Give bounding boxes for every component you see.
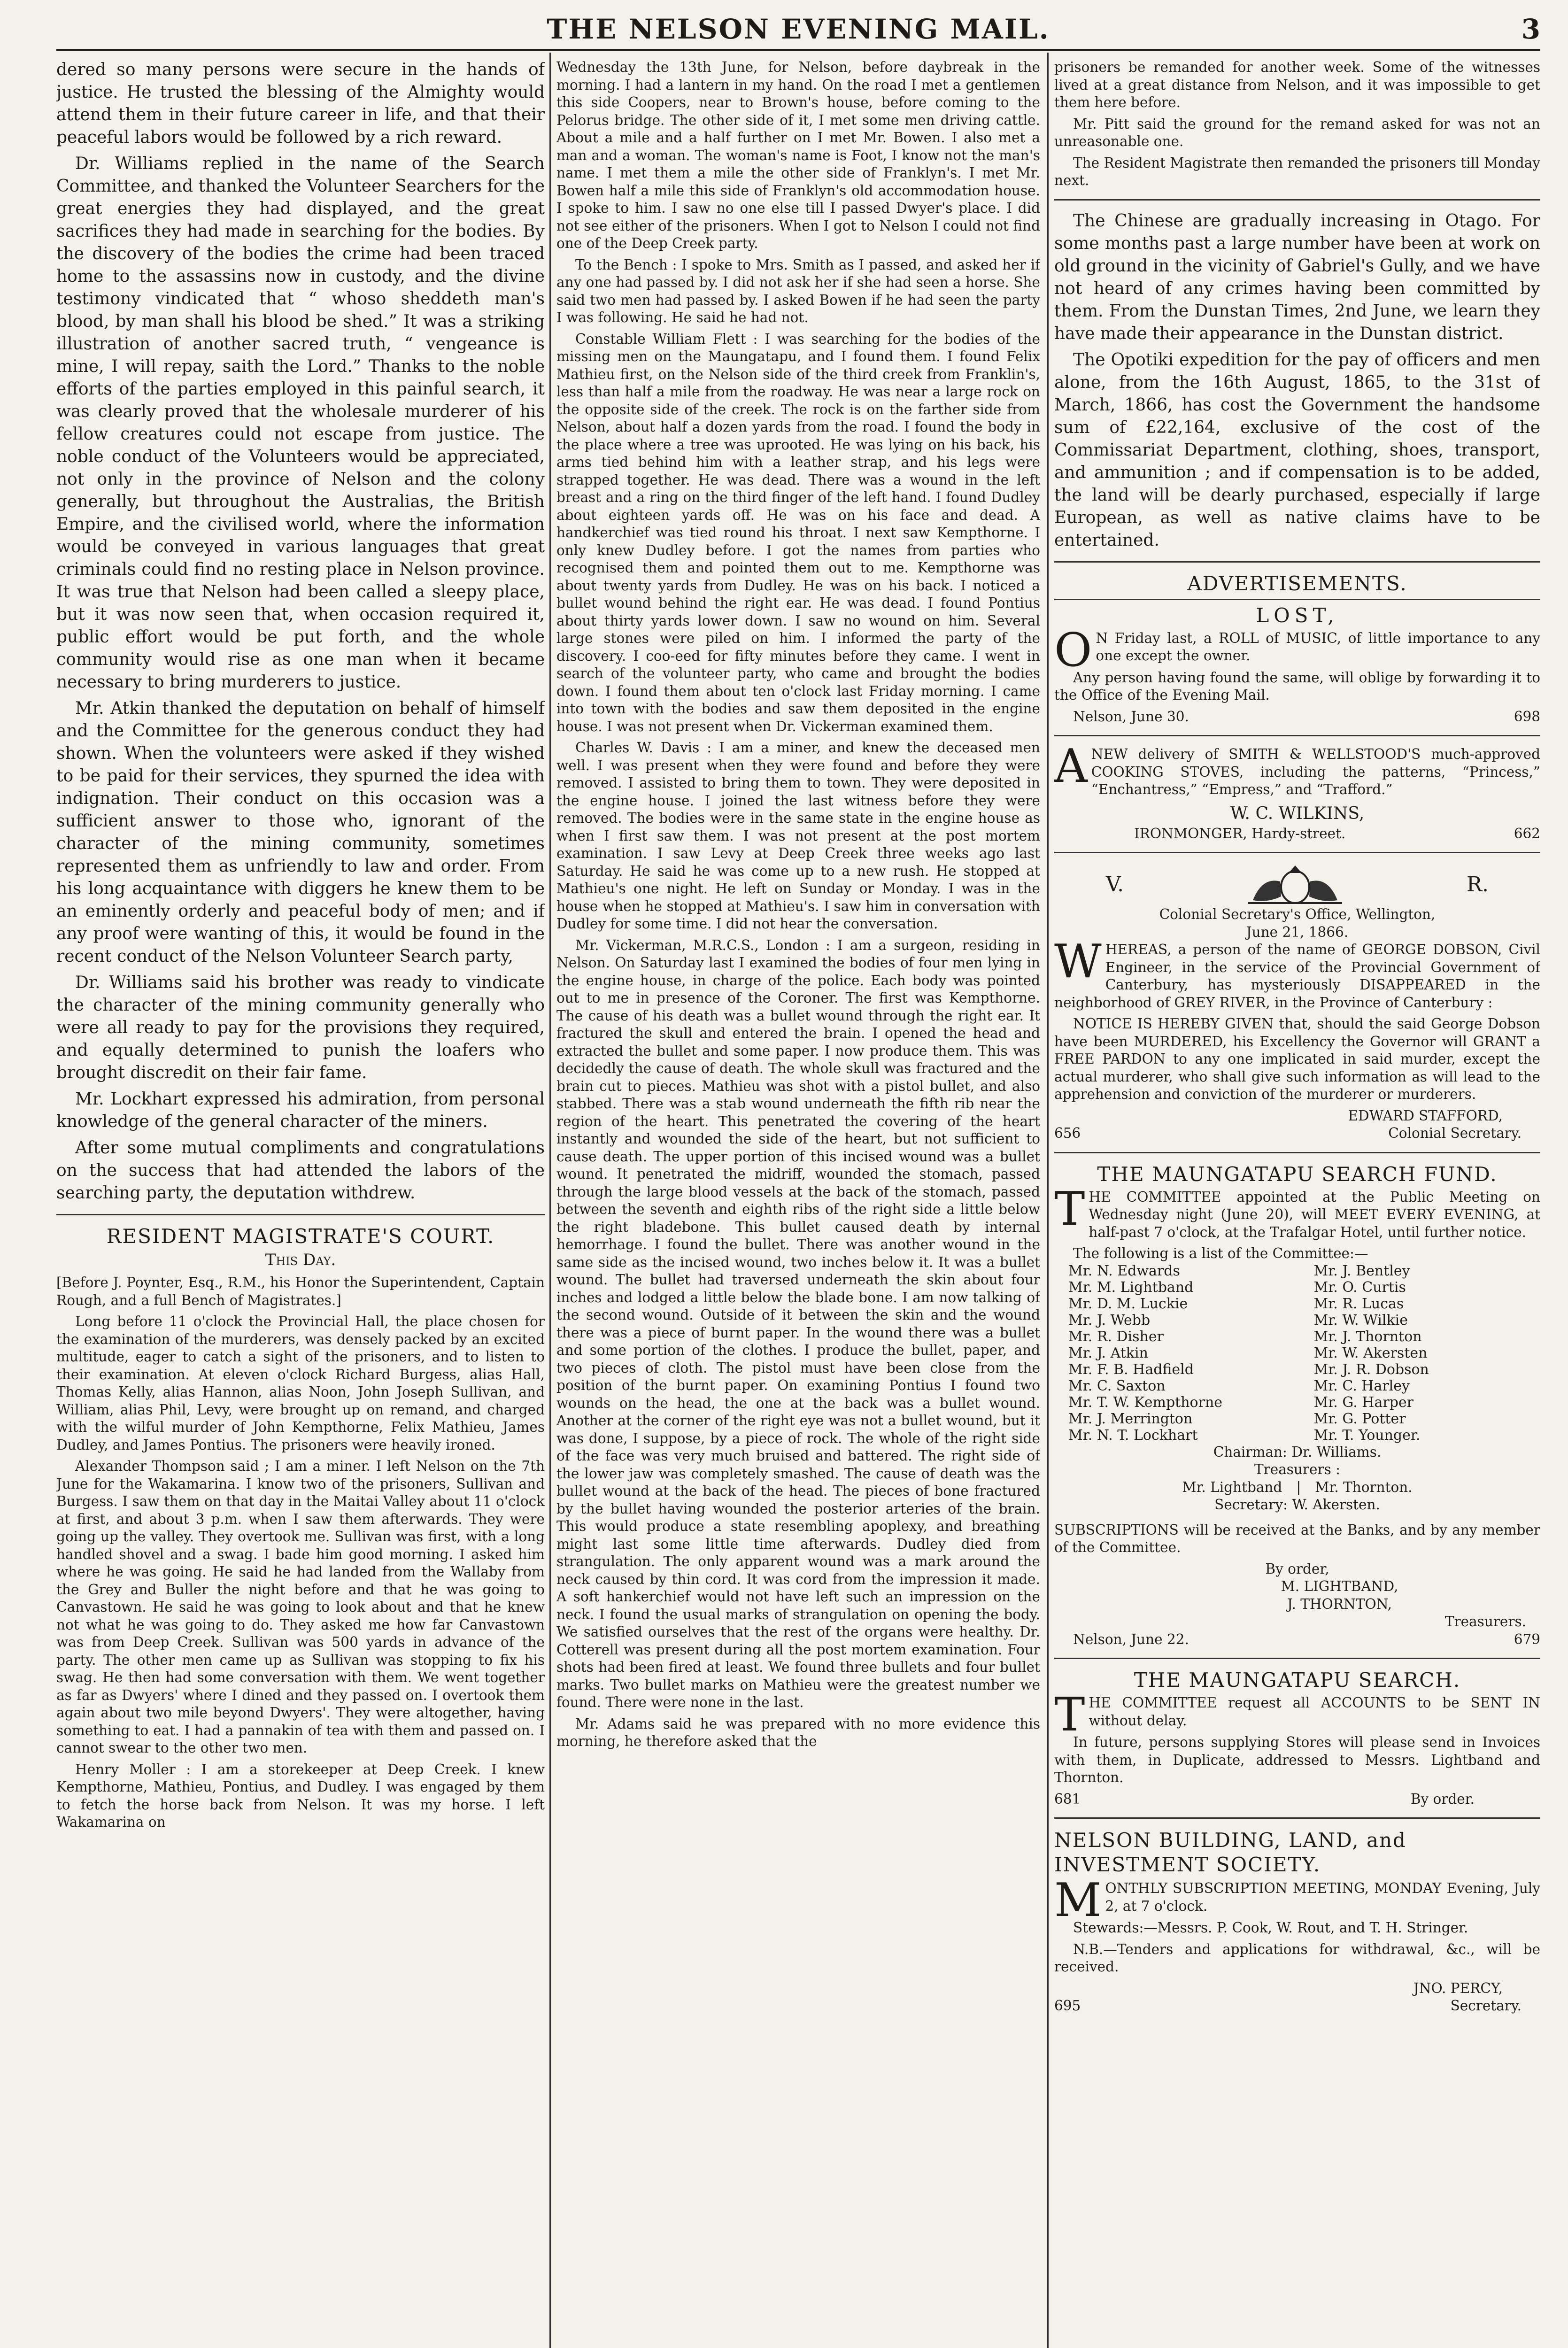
section-rule bbox=[56, 1214, 545, 1215]
ad-lost bbox=[1054, 604, 1540, 726]
committee-member: Mr. W. Wilkie bbox=[1313, 1312, 1408, 1328]
section-rule bbox=[1054, 561, 1540, 563]
ad-signatory-title: Treasurers. bbox=[1444, 1614, 1526, 1630]
committee-member: Mr. M. Lightband bbox=[1068, 1279, 1194, 1296]
treasurer-name: Mr. Thornton. bbox=[1315, 1479, 1413, 1495]
committee-member: Mr. R. Disher bbox=[1068, 1328, 1164, 1345]
committee-member: Mr. C. Harley bbox=[1313, 1377, 1410, 1394]
article-paragraph: Dr. Williams said his brother was ready to vindicate the character of the mining community generally who were all ready to pay for the provisions they required, and equally determined to punish the loafers who brought discredit on their fair fame. bbox=[56, 973, 545, 1082]
committee-member: Mr. J. R. Dobson bbox=[1313, 1361, 1429, 1378]
ad-body: HE COMMITTEE request all ACCOUNTS to be SENT IN without delay. bbox=[1089, 1695, 1540, 1729]
committee-member: Mr. T. W. Kempthorne bbox=[1068, 1394, 1223, 1411]
ad-heading: LOST, bbox=[1256, 603, 1339, 627]
committee-member: Mr. N. Edwards bbox=[1068, 1262, 1180, 1279]
committee-member: Mr. F. B. Hadfield bbox=[1068, 1361, 1194, 1378]
ad-body: N Friday last, a ROLL of MUSIC, of little importance to any one except the owner. bbox=[1096, 630, 1540, 664]
committee-list bbox=[1054, 1263, 1540, 1444]
court-paragraph: Mr. Adams said he was prepared with no more evidence this morning, he therefore asked that the bbox=[556, 1715, 1040, 1749]
court-paragraph: Constable William Flett : I was searching for the bodies of the missing men on the Maungatapu, and I found them. I found Felix Mathieu first, on the Nelson side of the third creek from Franklin's, less than half a mile from the roadway. He was near a large rock on the opposite side of the creek. The rock is on the farther side from Nelson, about half a dozen yards from the road. I found the body in the place where a tree was uprooted. He was lying on his back, his arms tied behind him with a leather strap, and his legs were strapped together. He was dead. There was a wound in the left breast and a ring on the third finger of the left hand. I found Dudley about eighteen yards off. He was on his face and dead. A handkerchief was tied round his throat. I next saw Kempthorne. I only knew Dudley before. I got the names from parties who recognised them and pointed them out to me. Kempthorne was about twenty yards from Dudley. He was on his back. I noticed a bullet wound behind the right ear. He was dead. I found Pontius about thirty yards lower down. I saw no wound on him. Several large stones were piled on him. I informed the party of the discovery. I coo-eed for fifty minutes before they came. I went in search of the volunteer party, who came and brought the bodies down. I found them about ten o'clock last Friday morning. I came into town with the bodies and saw them deposited in the engine house. I was not present when Dr. Vickerman examined them. bbox=[556, 331, 1040, 734]
court-paragraph: Henry Moller : I am a storekeeper at Deep Creek. I knew Kempthorne, Mathieu, Pontius, and Dudley. I was engaged by them to fetch the horse back from Nelson. It was my horse. I left Wakamarina on bbox=[56, 1761, 545, 1830]
ad-body: HEREAS, a person of the name of GEORGE DOBSON, Civil Engineer, in the service of the Provincial Government of Canterbury, has mysteriously DISAPPEARED in the neighborhood of GREY RIVER, in the Province of Canterbury : bbox=[1054, 942, 1540, 1011]
column-left bbox=[56, 59, 545, 2348]
committee-member: Mr. J. Bentley bbox=[1313, 1262, 1410, 1279]
section-rule bbox=[1054, 599, 1540, 600]
court-paragraph: To the Bench : I spoke to Mrs. Smith as I passed, and asked her if any one had passed by. I did not ask her if she had seen a horse. She said two men had passed by. I asked Bowen if he had seen the party I was following. He said he had not. bbox=[556, 256, 1040, 325]
divider-bar: | bbox=[1296, 1479, 1301, 1495]
by-order: By order. bbox=[1410, 1791, 1475, 1807]
committee-member: Mr. N. T. Lockhart bbox=[1068, 1427, 1198, 1444]
committee-member: Mr. G. Potter bbox=[1313, 1410, 1406, 1427]
committee-member: Mr. W. Akersten bbox=[1313, 1344, 1428, 1361]
ad-advertiser: W. C. WILKINS, bbox=[1230, 803, 1365, 823]
ad-place-date: Nelson, June 30. bbox=[1073, 708, 1189, 725]
committee-member: Mr. J. Merrington bbox=[1068, 1410, 1193, 1427]
committee-member: Mr. T. Younger. bbox=[1313, 1427, 1421, 1444]
masthead bbox=[56, 8, 1540, 46]
committee-chairman: Chairman: Dr. Williams. bbox=[1213, 1444, 1382, 1460]
ad-signature: J. THORNTON, bbox=[1287, 1596, 1392, 1612]
ad-number: 698 bbox=[1514, 708, 1540, 725]
ad-search-fund bbox=[1054, 1163, 1540, 1649]
committee-intro: The following is a list of the Committee:— bbox=[1073, 1245, 1368, 1261]
ad-body: N.B.—Tenders and applications for withdrawal, &c., will be received. bbox=[1054, 1941, 1540, 1975]
news-paragraph: The Opotiki expedition for the pay of officers and men alone, from the 16th August, 1865, to the 31st of March, 1866, has cost the Government the handsome sum of £22,164, exclusive of the cost of the Commissariat Department, clothing, shoes, transport, and ammunition ; and if compensation is to be added, the land will be dearly purchased, especially if large European, as well as native claims have to be entertained. bbox=[1054, 350, 1540, 550]
column-divider bbox=[1047, 53, 1049, 2348]
ad-search bbox=[1054, 1668, 1540, 1808]
newspaper-title: THE NELSON EVENING MAIL. bbox=[547, 13, 1050, 45]
ad-heading: THE MAUNGATAPU SEARCH FUND. bbox=[1097, 1162, 1498, 1186]
article-paragraph: dered so many persons were secure in the hands of justice. He trusted the blessing of the Almighty would attend them in their future career in life, and that their peaceful labors would be followed by a rich reward. bbox=[56, 60, 545, 147]
article-paragraph: Dr. Williams replied in the name of the Search Committee, and thanked the Volunteer Searchers for the great energies they had displayed, and the great sacrifices they had made in searching for the bodies. By the discovery of the bodies the crime had been traced home to the assassins now in custody, and the divine testimony vindicated that “ whoso sheddeth man's blood, by man shall his blood be shed.” It was a striking illustration of another sacred truth, “ vengeance is mine, I will repay, saith the Lord.” Thanks to the noble efforts of the parties employed in this painful search, it was clearly proved that the wholesale murderer of his fellow creatures could not escape from justice. The noble conduct of the Volunteers would be appreciated, not only in the province of Nelson and the colony generally, but throughout the Australias, the British Empire, and the civilised world, where the information would be conveyed in various languages that great criminals could find no resting place in Nelson province. It was true that Nelson had been called a sleepy place, but it was now seen that, when occasion required it, public effort would be put forth, and the whole community would rise as one man when it became necessary to bring murderers to justice. bbox=[56, 154, 545, 692]
section-rule bbox=[1054, 199, 1540, 201]
committee-member: Mr. R. Lucas bbox=[1313, 1295, 1404, 1312]
court-paragraph: The Resident Magistrate then remanded the prisoners till Monday next. bbox=[1054, 154, 1540, 188]
ad-number: 681 bbox=[1054, 1791, 1081, 1807]
column-divider bbox=[549, 53, 551, 2348]
committee-member: Mr. J. Webb bbox=[1068, 1312, 1151, 1328]
court-paragraph: Charles W. Davis : I am a miner, and knew the deceased men well. I was present when they were found and before they were removed. I assisted to bring them to town. They were deposited in the engine house. I joined the last witness before they were removed. The bodies were in the same state in the engine house as when I first saw them. I was not present at the post mortem examination. I saw Levy at Deep Creek three weeks ago last Saturday. He said he was come up to a new rush. He stopped at Mathieu's one night. He left on Sunday or Monday. I was in the house when he stopped at Mathieu's. I saw him in conversation with Dudley for some time. I did not hear the conversation. bbox=[556, 740, 1040, 932]
section-rule bbox=[1054, 1817, 1540, 1819]
committee-member: Mr. C. Saxton bbox=[1068, 1377, 1166, 1394]
ad-place-date: Nelson, June 22. bbox=[1073, 1631, 1189, 1647]
court-bench-note: [Before J. Poynter, Esq., R.M., his Honor the Superintendent, Captain Rough, and a full Bench of Magistrates.] bbox=[56, 1274, 545, 1308]
drop-cap: M bbox=[1054, 1874, 1102, 1927]
drop-cap: T bbox=[1054, 1688, 1085, 1742]
drop-cap: O bbox=[1054, 623, 1092, 677]
ad-building-society bbox=[1054, 1828, 1540, 2015]
ad-body: In future, persons supplying Stores will please send in Invoices with them, in Duplicate, addressed to Messrs. Lightband and Thornton. bbox=[1054, 1734, 1540, 1785]
treasurer-name: Mr. Lightband bbox=[1182, 1479, 1282, 1495]
article-paragraph: After some mutual compliments and congratulations on the success that had attended the labors of the searching party, the deputation withdrew. bbox=[56, 1138, 545, 1203]
court-paragraph: prisoners be remanded for another week. Some of the witnesses lived at a great distance from Nelson, and it was impossible to get them here before. bbox=[1054, 59, 1540, 110]
court-paragraph: Mr. Pitt said the ground for the remand asked for was not an unreasonable one. bbox=[1054, 116, 1540, 149]
by-order: By order, bbox=[1265, 1560, 1329, 1577]
ad-number: 662 bbox=[1514, 825, 1540, 842]
proclamation-office: Colonial Secretary's Office, Wellington, bbox=[1159, 906, 1436, 922]
ad-number: 695 bbox=[1054, 1998, 1081, 2014]
drop-cap: A bbox=[1054, 740, 1088, 793]
ad-body: Stewards:—Messrs. P. Cook, W. Rout, and T. H. Stringer. bbox=[1073, 1920, 1468, 1936]
royal-v: V. bbox=[1106, 872, 1124, 896]
page-number: 3 bbox=[1521, 13, 1540, 45]
article-paragraph: Mr. Lockhart expressed his admiration, from personal knowledge of the general character of the miners. bbox=[56, 1089, 545, 1131]
committee-member: Mr. J. Atkin bbox=[1068, 1344, 1148, 1361]
section-rule bbox=[1054, 1152, 1540, 1153]
ad-body: SUBSCRIPTIONS will be received at the Banks, and by any member of the Committee. bbox=[1054, 1522, 1540, 1555]
ad-trade: IRONMONGER, Hardy-street. bbox=[1134, 825, 1346, 842]
ad-body: HE COMMITTEE appointed at the Public Meeting on Wednesday night (June 20), will MEET EVERY EVENING, at half-past 7 o'clock, at the Trafalgar Hotel, until further notice. bbox=[1089, 1189, 1540, 1240]
court-paragraph: Alexander Thompson said ; I am a miner. I left Nelson on the 7th June for the Wakamarina. I know two of the prisoners, Sullivan and Burgess. I saw them on that day in the Maitai Valley about 11 o'clock at first, and about 3 p.m. when I saw them afterwards. They were going up the valley. They overtook me. Sullivan was first, with a long handled shovel and a swag. I bade him good morning. I asked him where he was going. He said he had landed from the Wallaby from the Grey and Buller the night before and that he was going to Canvastown. He said he was going to look about and that he knew not what he was going to do. They asked me how far Canvastown was from Deep Creek. Sullivan was 500 yards in advance of the party. The other men came up as Sullivan was stopping to fix his swag. He then had some conversation with them. We went together as far as Dwyers' where I dined and they passed on. I overtook them again about two mile beyond Dwyers'. They were altogether, having something to eat. I had a pannakin of tea with them and passed on. I cannot swear to the other two men. bbox=[56, 1458, 545, 1756]
drop-cap: T bbox=[1054, 1182, 1085, 1236]
ad-signature: M. LIGHTBAND, bbox=[1281, 1578, 1398, 1594]
ad-heading: NELSON BUILDING, LAND, and INVESTMENT SOCIETY. bbox=[1054, 1829, 1406, 1876]
ad-body: ONTHLY SUBSCRIPTION MEETING, MONDAY Evening, July 2, at 7 o'clock. bbox=[1105, 1880, 1540, 1914]
treasurers-label: Treasurers : bbox=[1254, 1461, 1341, 1477]
court-paragraph: Long before 11 o'clock the Provincial Hall, the place chosen for the examination of the murderers, was densely packed by an excited multitude, eager to catch a sight of the prisoners, and to listen to their examination. At eleven o'clock Richard Burgess, alias Hall, Thomas Kelly, alias Hannon, alias Noon, John Joseph Sullivan, and William, alias Phil, Levy, were brought up on remand, and charged with the wilful murder of John Kempthorne, Felix Mathieu, James Dudley, and James Pontius. The prisoners were heavily ironed. bbox=[56, 1313, 545, 1453]
ad-body: NOTICE IS HEREBY GIVEN that, should the said George Dobson have been MURDERED, his Excellency the Governor will GRANT a FREE PARDON to any one implicated in said murder, except the actual murderer, who shall give such information as will lead to the apprehension and conviction of the murderer or murderers. bbox=[1054, 1016, 1540, 1102]
royal-r: R. bbox=[1466, 872, 1489, 896]
column-middle bbox=[556, 59, 1040, 2348]
proclamation-date: June 21, 1866. bbox=[1246, 924, 1349, 940]
ad-heading: THE MAUNGATAPU SEARCH. bbox=[1134, 1668, 1461, 1691]
court-subheading: This Day. bbox=[265, 1251, 336, 1269]
ad-signature: JNO. PERCY, bbox=[1413, 1980, 1503, 1996]
committee-secretary: Secretary: W. Akersten. bbox=[1214, 1497, 1380, 1513]
royal-coat-of-arms-icon bbox=[1244, 863, 1347, 906]
ad-number: 679 bbox=[1514, 1631, 1540, 1647]
ad-signature: EDWARD STAFFORD, bbox=[1348, 1107, 1503, 1124]
section-rule bbox=[1054, 852, 1540, 853]
masthead-rule bbox=[56, 49, 1540, 51]
advertisements-heading: ADVERTISEMENTS. bbox=[1187, 572, 1407, 595]
committee-member: Mr. O. Curtis bbox=[1313, 1279, 1406, 1296]
ad-stoves bbox=[1054, 740, 1540, 842]
ad-proclamation bbox=[1054, 863, 1540, 1143]
ad-signatory-title: Secretary. bbox=[1450, 1998, 1522, 2014]
court-paragraph: Mr. Vickerman, M.R.C.S., London : I am a surgeon, residing in Nelson. On Saturday last I examined the bodies of four men lying in the engine house, in charge of the police. Each body was pointed out to me in presence of the Coroner. The first was Kempthorne. The cause of his death was a bullet wound through the right ear. It fractured the skull and entered the brain. I opened the head and extracted the bullet and some paper. I now produce them. This was decidedly the cause of death. The whole skull was fractured and the brain cut to pieces. Mathieu was shot with a pistol bullet, and also stabbed. There was a stab wound underneath the fifth rib near the region of the heart. This penetrated the covering of the heart instantly and wounded the side of the heart, but not sufficient to cause death. The upper portion of this incised wound was a bullet wound. It penetrated the midriff, wounded the stomach, passed through the large blood vessels at the back of the stomach, passed between the seventh and eighth ribs of the right side a little below the right bladebone. This bullet caused death by internal hemorrhage. I found the bullet. There was another wound in the same side as the incised wound, two inches below it. It was a bullet wound. The bullet had traversed underneath the skin about four inches and lodged a little below the blade bone. I am now talking of the second wound. Outside of it between the skin and the wound there was a piece of burnt paper. In the wound there was a bullet and some portion of the clothes. I produce the bullet, paper, and two pieces of cloth. The pistol must have been close from the position of the burnt paper. On examining Pontius I found two wounds on the head, the one at the back was a bullet wound. Another at the corner of the right eye was not a bullet wound, but it was done, I suppose, by a piece of rock. The whole of the right side of the face was very much bruised and battered. The right side of the lower jaw was completely smashed. The cause of death was the bullet wound at the back of the head. The pieces of bone fractured by the bullet having wounded the posterior arteries of the brain. This would produce a state resembling apoplexy, and breathing might last some little time afterwards. Dudley died from strangulation. The only apparent wound was a mark around the neck caused by thin cord. It was cord from the impression it made. A soft hankerchief would not have left such an impression on the neck. I found the usual marks of strangulation on opening the body. We satisfied ourselves that the rest of the organs were healthy. Dr. Cotterell was present during all the post mortem examination. Four shots had been fired at least. We found three bullets and four bullet marks. Two bullet marks on Mathieu were the greatest number we found. There were none in the last. bbox=[556, 937, 1040, 1710]
ad-body: NEW delivery of SMITH & WELLSTOOD'S much-approved COOKING STOVES, including the patterns, “Princess,” “Enchantress,” “Empress,” and “Trafford.” bbox=[1091, 746, 1540, 797]
news-paragraph: The Chinese are gradually increasing in Otago. For some months past a large number have been at work on old ground in the vicinity of Gabriel's Gully, and we have not heard of any crimes having been committed by them. From the Dunstan Times, 2nd June, we learn they have made their appearance in the Dunstan district. bbox=[1054, 211, 1540, 343]
section-rule bbox=[1054, 1658, 1540, 1659]
committee-member: Mr. D. M. Luckie bbox=[1068, 1295, 1188, 1312]
section-rule bbox=[1054, 735, 1540, 736]
article-paragraph: Mr. Atkin thanked the deputation on behalf of himself and the Committee for the generous conduct they had shown. When the volunteers were asked if they wished to be paid for their services, they spurned the idea with indignation. Their conduct on this occasion was a sufficient answer to those who, ignorant of the character of the mining community, sometimes represented them as unfriendly to law and order. From his long acquaintance with diggers he knew them to be an eminently orderly and peaceful body of men; and if any proof were wanting of this, it would be found in the recent conduct of the Nelson Volunteer Search party, bbox=[56, 699, 545, 966]
ad-number: 656 bbox=[1054, 1125, 1081, 1141]
committee-member: Mr. J. Thornton bbox=[1313, 1328, 1422, 1345]
drop-cap: W bbox=[1054, 935, 1102, 989]
ad-body: Any person having found the same, will oblige by forwarding it to the Office of the Evening Mail. bbox=[1054, 669, 1540, 703]
court-paragraph: Wednesday the 13th June, for Nelson, before daybreak in the morning. I had a lantern in my hand. On the road I met a gentlemen this side Coopers, near to Brown's house, before coming to the Pelorus bridge. The other side of it, I met some men driving cattle. About a mile and a half further on I met Mr. Bowen. I also met a man and a woman. The woman's name is Foot, I know not the man's name. I met them a mile the other side of Franklyn's. I met Mr. Bowen half a mile this side of Franklyn's old accommodation house. I spoke to him. I saw no one else till I passed Dwyer's place. I did not see either of the prisoners. When I got to Nelson I could not find one of the Deep Creek party. bbox=[556, 59, 1040, 251]
column-right bbox=[1054, 59, 1540, 2348]
committee-member: Mr. G. Harper bbox=[1313, 1394, 1414, 1411]
ad-signatory-title: Colonial Secretary. bbox=[1388, 1125, 1522, 1141]
court-heading: RESIDENT MAGISTRATE'S COURT. bbox=[106, 1225, 495, 1248]
